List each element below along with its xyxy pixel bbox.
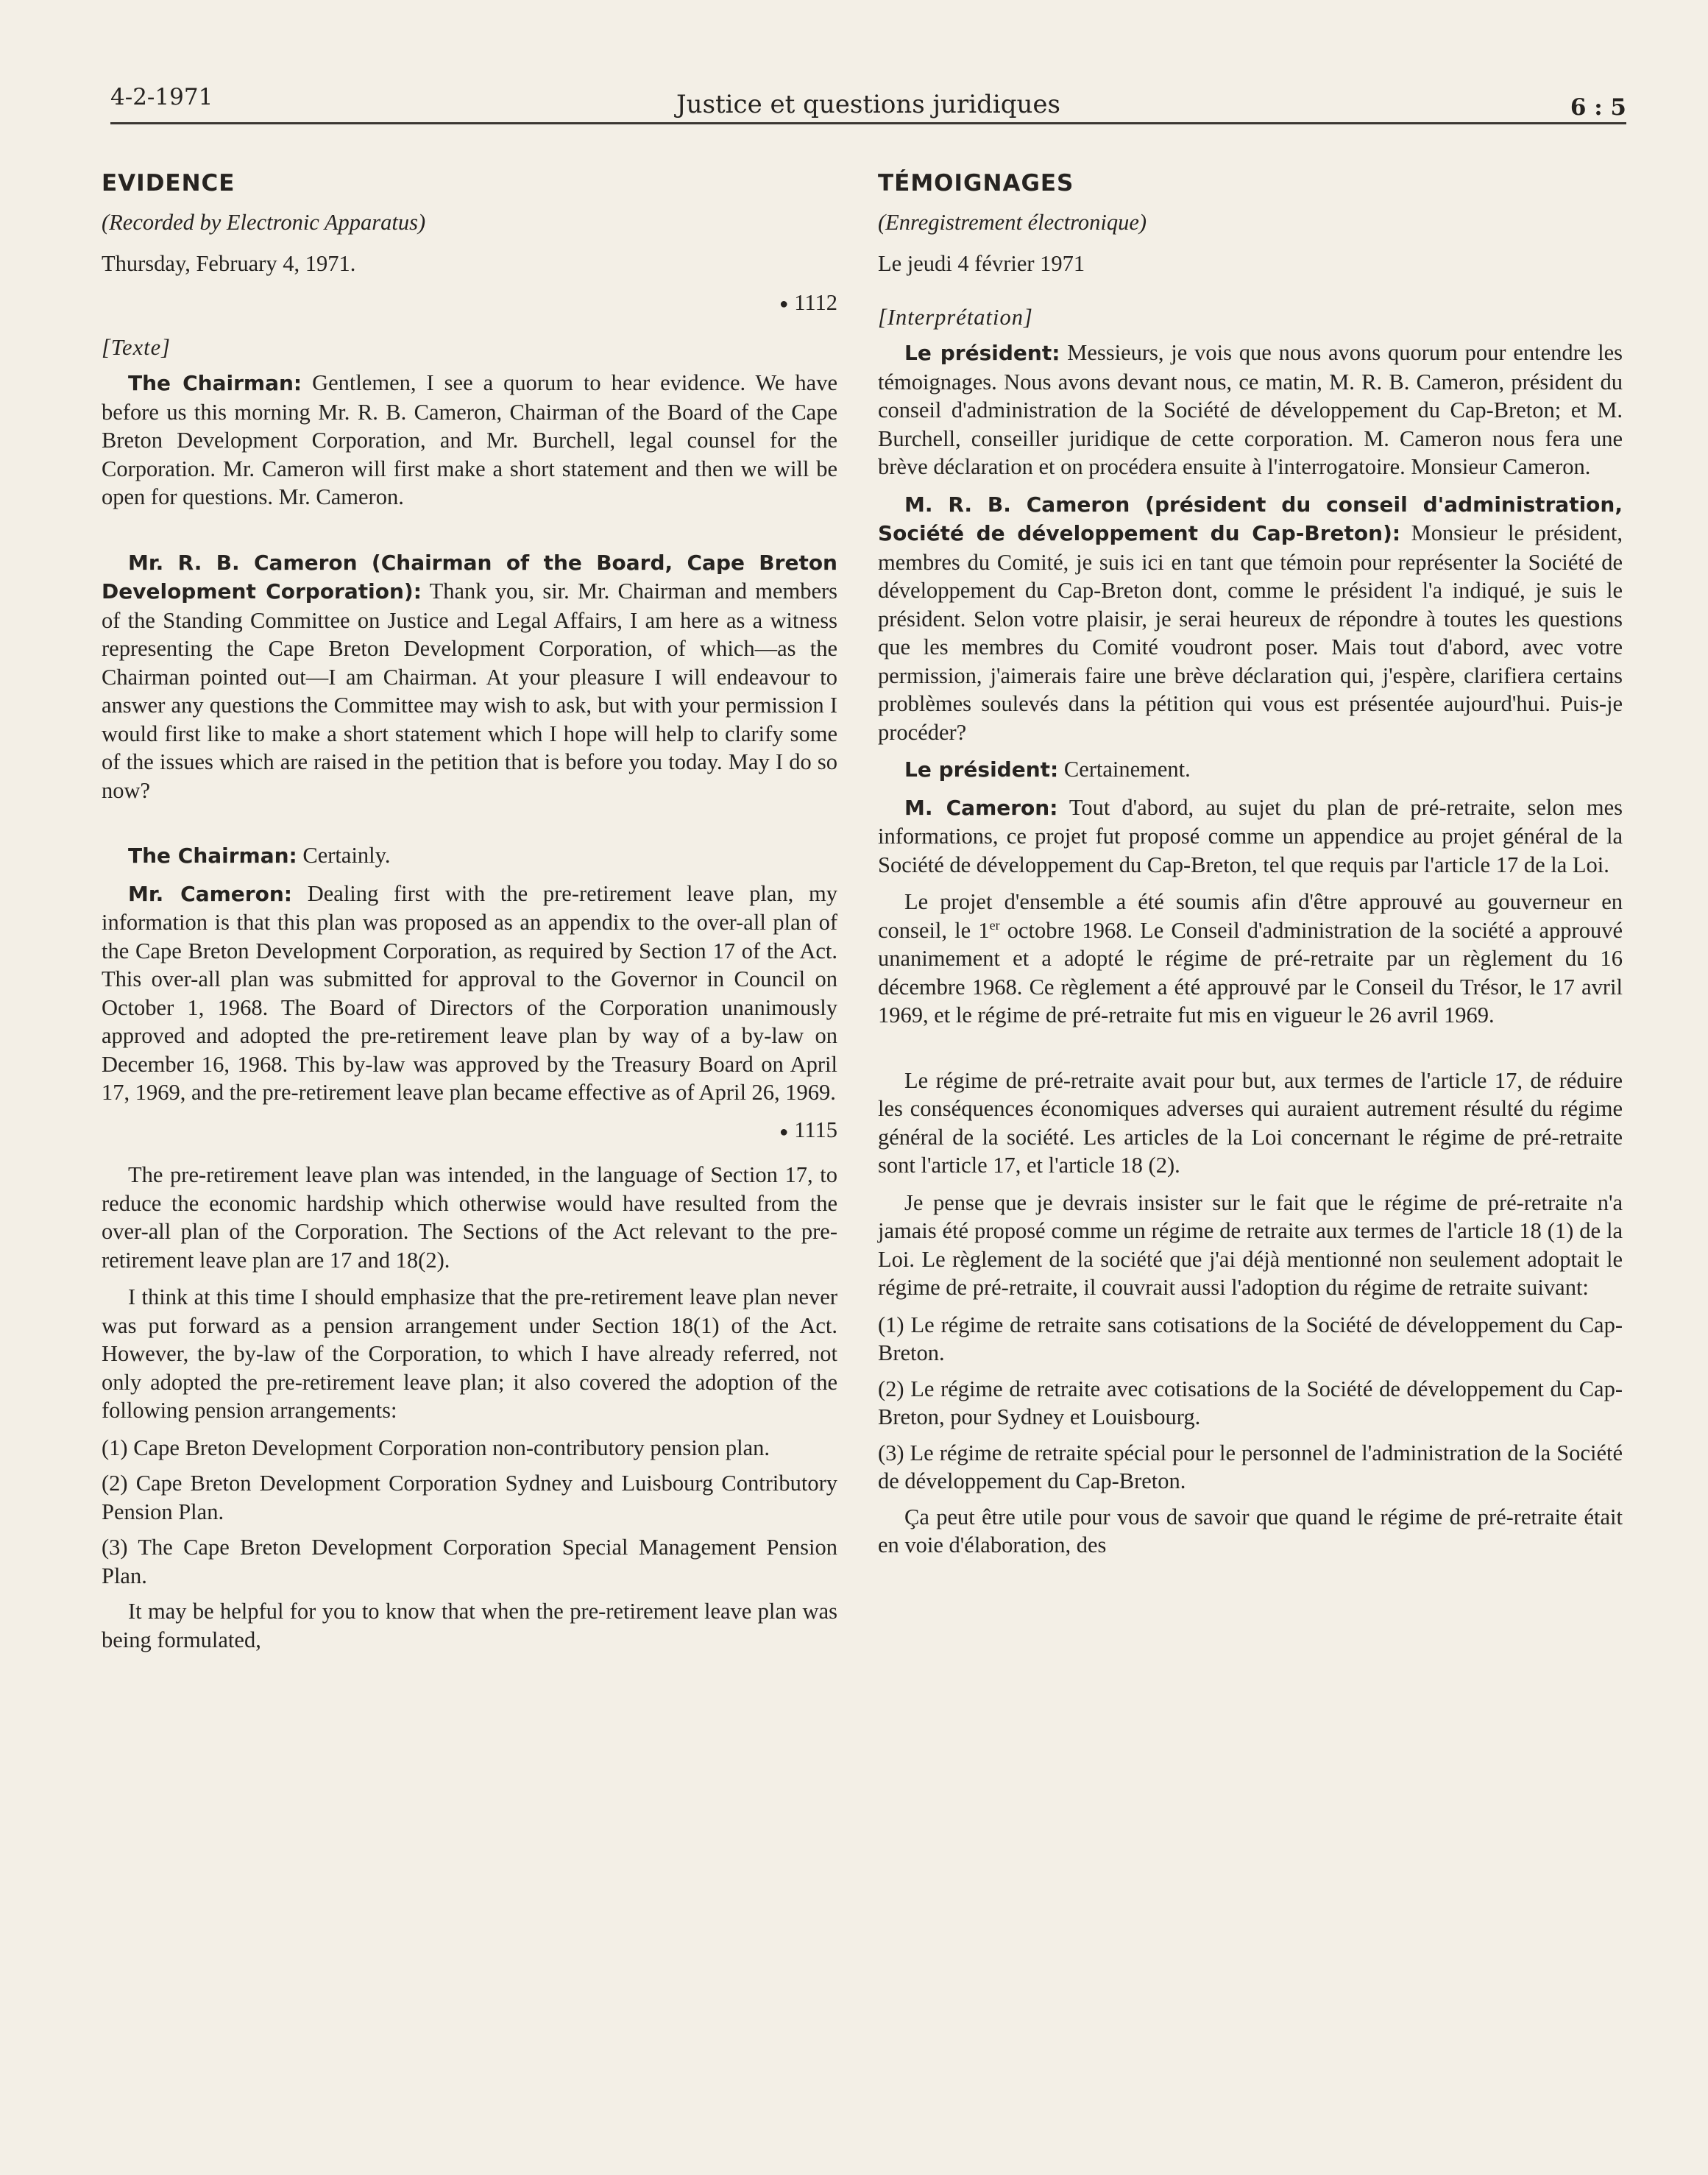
section-subheading: (Recorded by Electronic Apparatus) bbox=[102, 209, 426, 235]
bullet-icon: ● bbox=[779, 1123, 789, 1140]
speaker-name: Mr. Cameron: bbox=[128, 881, 292, 906]
paragraph: The Chairman: Certainly. bbox=[128, 843, 391, 869]
list-item: (3) Le régime de retraite spécial pour le personnel de l'administration de la Société de développement du Cap-Breton. bbox=[878, 1440, 1623, 1493]
paragraph: Ça peut être utile pour vous de savoir que quand le régime de pré-retraite était en voie d'élaboration, des bbox=[878, 1504, 1623, 1557]
speaker-name: The Chairman: bbox=[128, 371, 302, 396]
paragraph: It may be helpful for you to know that when the pre-retirement leave plan was being formulated, bbox=[102, 1599, 837, 1652]
language-note: [Interprétation] bbox=[878, 304, 1033, 330]
english-column bbox=[102, 163, 837, 1663]
list-item: (1) Cape Breton Development Corporation non-contributory pension plan. bbox=[102, 1435, 770, 1460]
language-note: [Texte] bbox=[102, 334, 171, 360]
list-item: (3) The Cape Breton Development Corporation Special Management Pension Plan. bbox=[102, 1535, 837, 1588]
paragraph: Le régime de pré-retraite avait pour but, aux termes de l'article 17, de réduire les conséquences économiques adverses qui auraient autrement résulté du régime général de la société. Les articles de la Loi concernant le régime de pré-retraite sont l'article 17, et l'article 18 (2). bbox=[878, 1067, 1623, 1178]
time-marker: ● 1115 bbox=[779, 1117, 837, 1142]
speaker-name: M. R. B. Cameron (président du conseil d'administration, Société de développement du Cap-Breton): bbox=[878, 492, 1623, 545]
paragraph: Le projet d'ensemble a été soumis afin d'être approuvé au gouverneur en conseil, le 1er octobre 1968. Le Conseil d'administration de la société a approuvé unanimement et a adopté le régime de pré-retraite par un règlement du 16 décembre 1968. Ce règlement a été approuvé par le Conseil du Trésor, le 17 avril 1969, et le régime de pré-retraite fut mis en vigueur le 26 avril 1969. bbox=[878, 889, 1623, 1028]
paragraph: Le président: Certainement. bbox=[904, 757, 1191, 782]
section-heading: EVIDENCE bbox=[102, 170, 235, 197]
header-page-number: 6 : 5 bbox=[1570, 94, 1626, 121]
french-column bbox=[878, 163, 1623, 1569]
sitting-date: Le jeudi 4 février 1971 bbox=[878, 251, 1085, 276]
list-item: (2) Cape Breton Development Corporation Sydney and Luisbourg Contributory Pension Plan. bbox=[102, 1471, 837, 1524]
speaker-name: M. Cameron: bbox=[904, 795, 1058, 820]
speaker-name: Le président: bbox=[904, 341, 1060, 365]
speaker-name: The Chairman: bbox=[128, 844, 297, 869]
list-item: (1) Le régime de retraite sans cotisations de la Société de développement du Cap-Breton. bbox=[878, 1312, 1623, 1365]
paragraph: The Chairman: Gentlemen, I see a quorum to hear evidence. We have before us this morning Mr. R. B. Cameron, Chairman of the Board of the Cape Breton Development Corporation, and Mr. Burchell, legal counsel for the Corporation. Mr. Cameron will first make a short statement and then we will be open for questions. Mr. Cameron. bbox=[102, 370, 837, 510]
header-date: 4-2-1971 bbox=[110, 84, 213, 110]
paragraph: Je pense que je devrais insister sur le fait que le régime de pré-retraite n'a jamais été proposé comme un régime de retraite aux termes de l'article 18 (1) de la Loi. Le règlement de la société que j'ai déjà mentionné non seulement adoptait le régime de pré-retraite, il couvrait aussi l'adoption du régime de retraite suivant: bbox=[878, 1189, 1623, 1300]
time-marker: ● 1112 bbox=[779, 289, 837, 315]
bullet-icon: ● bbox=[779, 296, 789, 313]
section-heading: TÉMOIGNAGES bbox=[878, 170, 1074, 197]
paragraph: Mr. Cameron: Dealing first with the pre-retirement leave plan, my information is that this plan was proposed as an appendix to the over-all plan of the Cape Breton Development Corporation, as required by Section 17 of the Act. This over-all plan was submitted for approval to the Governor in Council on October 1, 1968. The Board of Directors of the Corporation unanimously approved and adopted the pre-retirement leave plan by way of a by-law on December 16, 1968. This by-law was approved by the Treasury Board on April 17, 1969, and the pre-retirement leave plan became effective as of April 26, 1969. bbox=[102, 880, 837, 1106]
paragraph: M. R. B. Cameron (président du conseil d'administration, Société de développement du Cap-Breton): Monsieur le président, membres du Comité, je suis ici en tant que témoin pour représenter la Société de développement du Cap-Breton dont, comme le président l'a indiqué, je suis le président. Selon votre plaisir, je serai heureux de répondre à toutes les questions que les membres du Comité voudront poser. Mais tout d'abord, avec votre permission, j'aimerais faire une brève déclaration qui, j'espère, clarifiera certains problèmes soulevés dans la pétition qui vous est présentée aujourd'hui. Puis-je procéder? bbox=[878, 492, 1623, 745]
paragraph: M. Cameron: Tout d'abord, au sujet du plan de pré-retraite, selon mes informations, ce projet fut proposé comme un appendice au projet général de la Société de développement du Cap-Breton, tel que requis par l'article 17 de la Loi. bbox=[878, 794, 1623, 877]
running-head bbox=[110, 79, 1626, 124]
header-title: Justice et questions juridiques bbox=[676, 90, 1060, 119]
speaker-name: Mr. R. B. Cameron (Chairman of the Board, Cape Breton Development Corporation): bbox=[102, 550, 837, 604]
paragraph: The pre-retirement leave plan was intended, in the language of Section 17, to reduce the economic hardship which otherwise would have resulted from the over-all plan of the Corporation. The Sections of the Act relevant to the pre-retirement leave plan are 17 and 18(2). bbox=[102, 1162, 837, 1273]
paragraph: Le président: Messieurs, je vois que nous avons quorum pour entendre les témoignages. Nous avons devant nous, ce matin, M. R. B. Cameron, président du conseil d'administration de la Société de développement du Cap-Breton; et M. Burchell, conseiller juridique de cette corporation. M. Cameron nous fera une brève déclaration et on procédera ensuite à l'interrogatoire. Monsieur Cameron. bbox=[878, 340, 1623, 479]
section-subheading: (Enregistrement électronique) bbox=[878, 209, 1147, 235]
paragraph: I think at this time I should emphasize that the pre-retirement leave plan never was put forward as a pension arrangement under Section 18(1) of the Act. However, the by-law of the Corporation, to which I have already referred, not only adopted the pre-retirement leave plan; it also covered the adoption of the following pension arrangements: bbox=[102, 1284, 837, 1423]
list-item: (2) Le régime de retraite avec cotisations de la Société de développement du Cap-Breton, pour Sydney et Louisbourg. bbox=[878, 1376, 1623, 1429]
sitting-date: Thursday, February 4, 1971. bbox=[102, 251, 356, 276]
paragraph: Mr. R. B. Cameron (Chairman of the Board, Cape Breton Development Corporation): Thank you, sir. Mr. Chairman and members of the Standing Committee on Justice and Legal Affairs, I am here as a witness representing the Cape Breton Development Corporation, of which—as the Chairman pointed out—I am Chairman. At your pleasure I will endeavour to answer any questions the Committee may wish to ask, but with your permission I would first like to make a short statement which I hope will help to clarify some of the issues which are raised in the petition that is before you today. May I do so now? bbox=[102, 550, 838, 803]
speaker-name: Le président: bbox=[904, 757, 1059, 782]
